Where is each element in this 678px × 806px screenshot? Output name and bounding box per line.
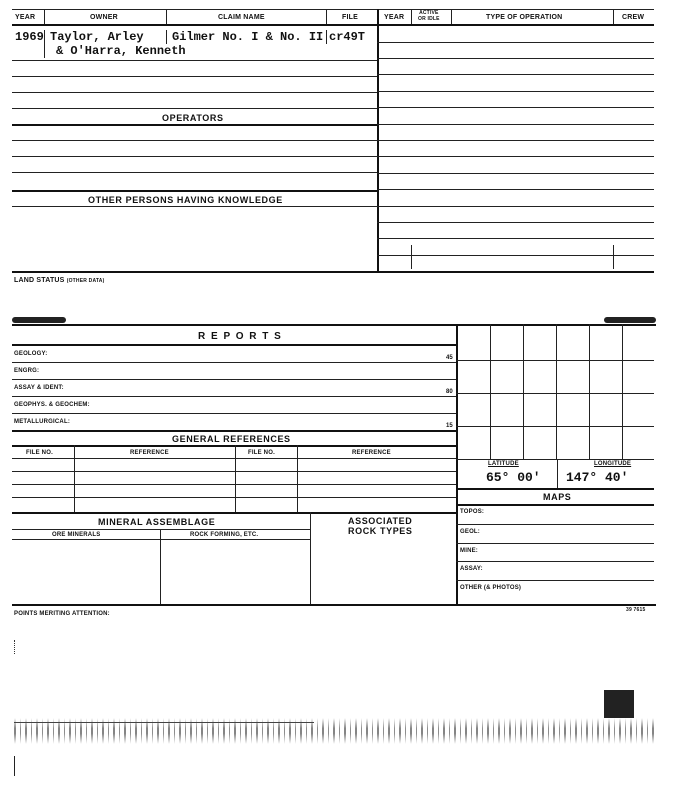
report-geology-label: GEOLOGY: <box>14 351 48 357</box>
record-claim-name: Gilmer No. I & No. II <box>172 30 324 44</box>
ref-file-no-1: FILE NO. <box>26 450 53 456</box>
ore-minerals-label: ORE MINERALS <box>52 532 101 538</box>
longitude-value: 147° 40' <box>566 470 629 485</box>
ref-file-no-2: FILE NO. <box>248 450 275 456</box>
report-metallurgical-label: METALLURGICAL: <box>14 419 71 425</box>
record-owner-2: & O'Harra, Kenneth <box>56 44 186 58</box>
map-other-label: OTHER (& PHOTOS) <box>460 585 522 591</box>
operators-title: OPERATORS <box>162 113 224 123</box>
form-code: 39 7615 <box>626 607 646 613</box>
header-active-idle <box>418 10 440 22</box>
header-crew: CREW <box>622 14 645 21</box>
other-persons-title: OTHER PERSONS HAVING KNOWLEDGE <box>88 195 283 205</box>
header-year: YEAR <box>15 14 36 21</box>
report-engrg-label: ENGRG: <box>14 368 40 374</box>
header-type-of-operation: TYPE OF OPERATION <box>486 14 563 21</box>
latitude-value: 65° 00' <box>486 470 541 485</box>
header-active-label: ACTIVE <box>419 10 439 16</box>
land-status-label <box>14 277 104 284</box>
header-idle-label: OR IDLE <box>418 16 440 22</box>
points-meriting-attention-label: POINTS MERITING ATTENTION: <box>14 611 110 617</box>
record-file: cr49T <box>329 30 366 44</box>
latitude-label: LATITUDE <box>488 461 519 467</box>
associated-rock-types-1: ASSOCIATED <box>348 516 413 526</box>
map-geol-label: GEOL: <box>460 529 480 535</box>
land-status-title: LAND STATUS <box>14 277 65 284</box>
header-file: FILE <box>342 14 358 21</box>
report-geophys-label: GEOPHYS. & GEOCHEM: <box>14 402 90 408</box>
report-assay-label: ASSAY & IDENT: <box>14 385 64 391</box>
rock-forming-label: ROCK FORMING, ETC. <box>190 532 259 538</box>
maps-title: MAPS <box>543 492 572 502</box>
map-mine-label: MINE: <box>460 548 478 554</box>
reports-title: R E P O R T S <box>198 331 283 342</box>
report-metallurgical-num: 15 <box>446 423 453 429</box>
report-assay-num: 80 <box>446 389 453 395</box>
header-claim-name: CLAIM NAME <box>218 14 265 21</box>
report-geology-num: 45 <box>446 355 453 361</box>
ref-reference-2: REFERENCE <box>352 450 391 456</box>
record-year: 1969 <box>15 30 44 44</box>
map-topos-label: TOPOS: <box>460 509 485 515</box>
mineral-assemblage-title: MINERAL ASSEMBLAGE <box>98 517 216 527</box>
map-assay-label: ASSAY: <box>460 566 483 572</box>
longitude-label: LONGITUDE <box>594 461 632 467</box>
land-status-subtitle: (OTHER DATA) <box>66 278 105 284</box>
associated-rock-types-2: ROCK TYPES <box>348 526 413 536</box>
general-references-title: GENERAL REFERENCES <box>172 434 291 444</box>
header-year-2: YEAR <box>384 14 405 21</box>
scan-artifact-block <box>604 690 634 718</box>
ref-reference-1: REFERENCE <box>130 450 169 456</box>
header-owner: OWNER <box>90 14 118 21</box>
record-owner: Taylor, Arley <box>50 30 144 44</box>
